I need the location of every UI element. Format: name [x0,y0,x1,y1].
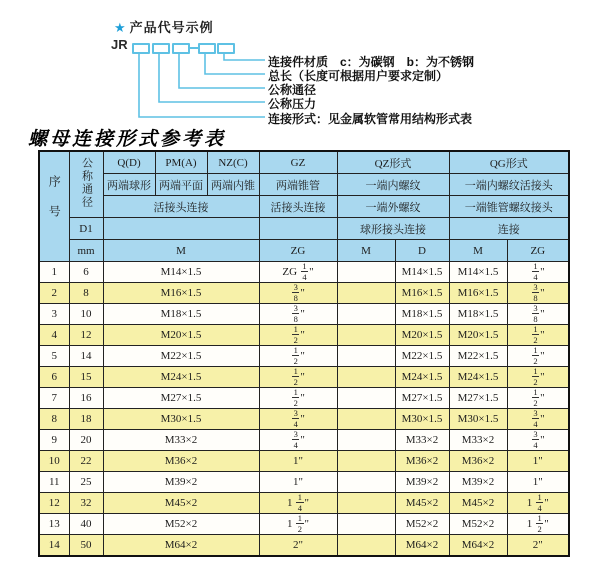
cell-qz_d: M20×1.5 [395,325,449,346]
cell-qz_m [337,388,395,409]
cell-m: M22×1.5 [103,346,259,367]
cell-gz: 1" [259,472,337,493]
cell-dn: 10 [69,304,103,325]
header-gz-conn: 活接头连接 [259,196,337,218]
header-qz: QZ形式 [337,151,449,174]
code-box-5 [217,43,235,54]
table-row [39,388,569,409]
code-box-1 [132,43,150,54]
cell-no: 6 [39,367,69,388]
cell-m: M18×1.5 [103,304,259,325]
header-pm-desc: 两端平面 [155,174,207,196]
cell-dn: 15 [69,367,103,388]
cell-dn: 50 [69,535,103,557]
code-prefix: JR [111,37,128,52]
cell-qz_d: M24×1.5 [395,367,449,388]
label-connection: 连接形式：见金属软管常用结构形式表 [268,112,473,126]
table-row [39,325,569,346]
cell-qg_m: M18×1.5 [449,304,507,325]
cell-qg_zg: $\frac{1}{4}$ " [507,262,569,283]
cell-m: M52×2 [103,514,259,535]
cell-no: 8 [39,409,69,430]
cell-dn: 8 [69,283,103,304]
cell-no: 1 [39,262,69,283]
cell-m: M27×1.5 [103,388,259,409]
header-qg-m-label: M [449,240,507,262]
header-mm: mm [69,240,103,262]
cell-qz_m [337,262,395,283]
diagram-title-text: 产品代号示例 [129,20,214,35]
cell-dn: 16 [69,388,103,409]
header-qg-desc2: 一端锥管螺纹接头 [449,196,569,218]
table-title: 螺母连接形式参考表 [28,129,227,150]
cell-qz_d: M27×1.5 [395,388,449,409]
cell-m: M20×1.5 [103,325,259,346]
table-row [39,493,569,514]
cell-qg_zg: 1 $\frac{1}{4}$ " [507,493,569,514]
table-header [39,151,569,262]
header-qg: QG形式 [449,151,569,174]
table-row [39,262,569,283]
cell-qz_d: M39×2 [395,472,449,493]
cell-qg_m: M39×2 [449,472,507,493]
cell-qg_zg: $\frac{1}{2}$ " [507,346,569,367]
cell-m: M33×2 [103,430,259,451]
cell-m: M14×1.5 [103,262,259,283]
cell-dn: 40 [69,514,103,535]
label-material: 连接件材质 c：为碳钢 b：为不锈钢 [268,55,475,69]
table-body [39,262,569,557]
cell-gz: $\frac{1}{2}$ " [259,325,337,346]
nut-connection-table [38,150,570,557]
cell-gz: 1 $\frac{1}{4}$ " [259,493,337,514]
cell-qg_zg: 1 $\frac{1}{2}$ " [507,514,569,535]
cell-m: M39×2 [103,472,259,493]
header-nominal-dia: 公称通径 [69,151,103,218]
cell-qz_d: M22×1.5 [395,346,449,367]
cell-gz: $\frac{1}{2}$ " [259,346,337,367]
cell-no: 10 [39,451,69,472]
table-row [39,535,569,557]
cell-qz_m [337,535,395,557]
cell-qg_m: M45×2 [449,493,507,514]
cell-qg_zg: $\frac{1}{2}$ " [507,325,569,346]
code-box-4 [198,43,216,54]
cell-gz: 1 $\frac{1}{2}$ " [259,514,337,535]
cell-qg_zg: 1" [507,472,569,493]
table-row [39,283,569,304]
cell-no: 4 [39,325,69,346]
cell-qg_m: M27×1.5 [449,388,507,409]
cell-dn: 20 [69,430,103,451]
header-qg-conn-label: 连接 [449,218,569,240]
cell-no: 12 [39,493,69,514]
cell-gz: $\frac{3}{4}$ " [259,409,337,430]
cell-gz: $\frac{3}{4}$ " [259,430,337,451]
table-row [39,304,569,325]
cell-qg_m: M30×1.5 [449,409,507,430]
code-dash [189,47,198,49]
header-qg-desc1: 一端内螺纹活接头 [449,174,569,196]
cell-qz_m [337,514,395,535]
header-nz-desc: 两端内锥 [207,174,259,196]
cell-qz_d: M30×1.5 [395,409,449,430]
cell-dn: 18 [69,409,103,430]
cell-qg_zg: 2" [507,535,569,557]
header-q-desc: 两端球形 [103,174,155,196]
cell-qg_zg: $\frac{3}{4}$ " [507,430,569,451]
cell-qg_m: M36×2 [449,451,507,472]
cell-no: 14 [39,535,69,557]
cell-qg_m: M33×2 [449,430,507,451]
label-total-length: 总长（长度可根据用户要求定制） [268,69,449,83]
header-pm: PM(A) [155,151,207,174]
header-union-conn: 活接头连接 [103,196,259,218]
cell-qg_m: M14×1.5 [449,262,507,283]
star-icon: ★ [114,20,127,35]
cell-m: M64×2 [103,535,259,557]
table-row [39,430,569,451]
header-qz-d-label: D [395,240,449,262]
diagram-title [114,17,214,36]
cell-qz_m [337,346,395,367]
cell-qz_m [337,283,395,304]
cell-qg_m: M64×2 [449,535,507,557]
cell-qz_d: M64×2 [395,535,449,557]
cell-qg_m: M16×1.5 [449,283,507,304]
cell-dn: 12 [69,325,103,346]
cell-qg_zg: 1" [507,451,569,472]
cell-no: 11 [39,472,69,493]
cell-qz_m [337,493,395,514]
cell-qz_m [337,325,395,346]
cell-qg_m: M24×1.5 [449,367,507,388]
header-qz-desc2: 一端外螺纹 [337,196,449,218]
cell-qg_m: M22×1.5 [449,346,507,367]
header-d1: D1 [69,218,103,240]
cell-qz_m [337,451,395,472]
cell-dn: 25 [69,472,103,493]
cell-qz_m [337,472,395,493]
header-gz: GZ [259,151,337,174]
label-nominal-dia: 公称通径 [268,83,317,97]
cell-dn: 14 [69,346,103,367]
header-nz: NZ(C) [207,151,259,174]
header-qz-conn-label: 球形接头连接 [337,218,449,240]
header-qz-m-label: M [337,240,395,262]
table-row [39,346,569,367]
cell-m: M16×1.5 [103,283,259,304]
cell-qz_m [337,430,395,451]
cell-qg_zg: $\frac{3}{8}$ " [507,283,569,304]
cell-gz: $\frac{3}{8}$ " [259,283,337,304]
cell-gz: 1" [259,451,337,472]
cell-m: M45×2 [103,493,259,514]
cell-qz_m [337,367,395,388]
cell-qg_zg: $\frac{1}{2}$ " [507,388,569,409]
code-box-3 [172,43,190,54]
header-qz-desc1: 一端内螺纹 [337,174,449,196]
cell-gz: $\frac{1}{2}$ " [259,367,337,388]
header-qg-zg-label: ZG [507,240,569,262]
cell-qz_d: M16×1.5 [395,283,449,304]
cell-qg_zg: $\frac{1}{2}$ " [507,367,569,388]
cell-no: 5 [39,346,69,367]
cell-no: 3 [39,304,69,325]
cell-qg_m: M20×1.5 [449,325,507,346]
table-row [39,367,569,388]
cell-qz_d: M18×1.5 [395,304,449,325]
cell-no: 13 [39,514,69,535]
cell-qz_d: M45×2 [395,493,449,514]
cell-qg_zg: $\frac{3}{4}$ " [507,409,569,430]
cell-dn: 22 [69,451,103,472]
header-blank-1 [103,218,259,240]
table-row [39,409,569,430]
cell-qg_m: M52×2 [449,514,507,535]
cell-qz_d: M36×2 [395,451,449,472]
cell-qz_d: M52×2 [395,514,449,535]
cell-m: M24×1.5 [103,367,259,388]
header-gz-desc: 两端锥管 [259,174,337,196]
cell-dn: 6 [69,262,103,283]
cell-qz_d: M14×1.5 [395,262,449,283]
cell-no: 9 [39,430,69,451]
cell-qg_zg: $\frac{3}{8}$ " [507,304,569,325]
cell-gz: $\frac{1}{2}$ " [259,388,337,409]
table-row [39,451,569,472]
table-row [39,514,569,535]
cell-dn: 32 [69,493,103,514]
header-zg-label: ZG [259,240,337,262]
header-q: Q(D) [103,151,155,174]
cell-gz: 2" [259,535,337,557]
header-blank-2 [259,218,337,240]
header-m-label: M [103,240,259,262]
table-row [39,472,569,493]
cell-m: M30×1.5 [103,409,259,430]
cell-no: 2 [39,283,69,304]
cell-qz_m [337,304,395,325]
label-nominal-press: 公称压力 [268,97,317,111]
cell-m: M36×2 [103,451,259,472]
cell-no: 7 [39,388,69,409]
code-box-2 [152,43,170,54]
cell-gz: ZG $\frac{1}{4}$ " [259,262,337,283]
header-seq-no: 序号 [39,151,69,262]
product-code-diagram [0,0,600,130]
cell-qz_m [337,409,395,430]
cell-qz_d: M33×2 [395,430,449,451]
cell-gz: $\frac{3}{8}$ " [259,304,337,325]
